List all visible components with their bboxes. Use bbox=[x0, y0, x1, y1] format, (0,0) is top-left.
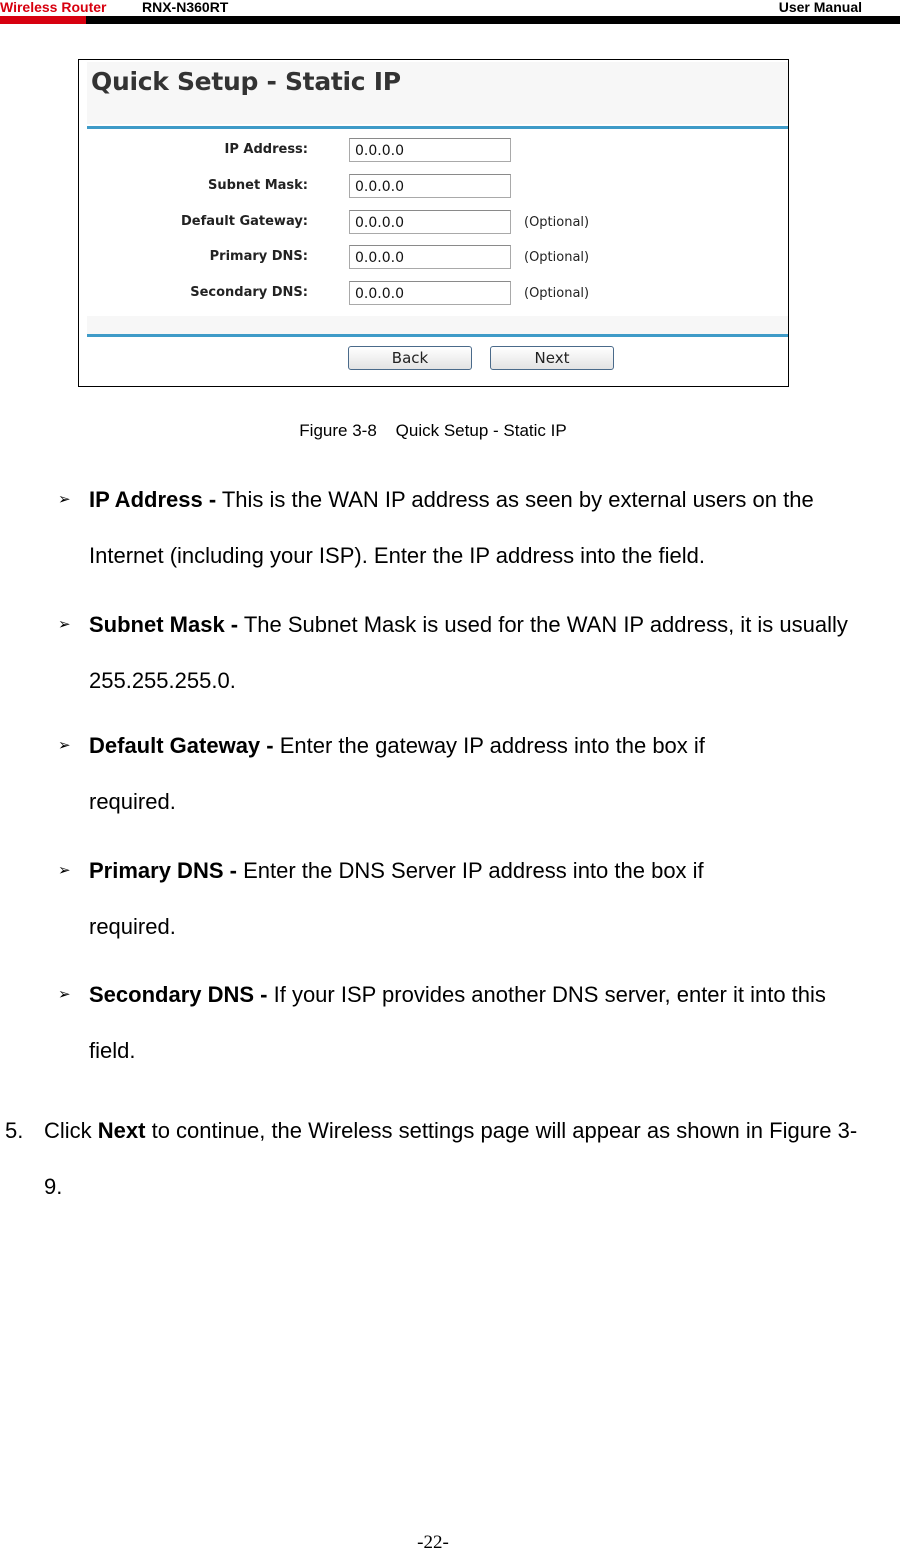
default-gateway-label: Default Gateway: bbox=[180, 214, 308, 229]
arrow-bullet-icon: ➢ bbox=[58, 615, 71, 633]
screenshot-top-rule bbox=[87, 126, 788, 129]
bullet-term: Primary DNS - bbox=[89, 858, 237, 883]
bullet-description: The Subnet Mask is used for the WAN IP address, it is usually 255.255.255.0. bbox=[89, 612, 848, 693]
ip-address-label: IP Address: bbox=[224, 142, 308, 157]
back-button[interactable]: Back bbox=[348, 346, 472, 370]
arrow-bullet-icon: ➢ bbox=[58, 861, 71, 879]
bullet-term: Secondary DNS - bbox=[89, 982, 268, 1007]
static-ip-screenshot bbox=[78, 59, 789, 387]
bullet-term: Default Gateway - bbox=[89, 733, 274, 758]
header-model: RNX-N360RT bbox=[142, 0, 229, 15]
bullet-text bbox=[89, 843, 789, 955]
header-bar bbox=[86, 16, 900, 24]
secondary-dns-input[interactable]: 0.0.0.0 bbox=[349, 281, 511, 305]
arrow-bullet-icon: ➢ bbox=[58, 736, 71, 754]
primary-dns-input[interactable]: 0.0.0.0 bbox=[349, 245, 511, 269]
bullet-description: This is the WAN IP address as seen by external users on the Internet (including your ISP). Enter the IP address into the field. bbox=[89, 487, 814, 568]
screenshot-bottom-rule bbox=[87, 334, 788, 337]
step-number: 5. bbox=[5, 1118, 24, 1143]
bullet-description: Enter the DNS Server IP address into the box if required. bbox=[89, 858, 704, 939]
secondary-dns-hint: (Optional) bbox=[524, 286, 590, 301]
ip-address-input[interactable]: 0.0.0.0 bbox=[349, 138, 511, 162]
arrow-bullet-icon: ➢ bbox=[58, 985, 71, 1003]
step-emphasis: Next bbox=[97, 1118, 146, 1143]
next-button[interactable]: Next bbox=[490, 346, 614, 370]
step-text bbox=[44, 1103, 874, 1215]
step-lead: Click bbox=[44, 1118, 98, 1143]
bullet-text bbox=[89, 967, 849, 1079]
header-bar-accent bbox=[0, 16, 86, 24]
page-number: -22- bbox=[417, 1532, 449, 1553]
default-gateway-input[interactable]: 0.0.0.0 bbox=[349, 210, 511, 234]
header-brand: Wireless Router bbox=[0, 0, 107, 15]
subnet-mask-input[interactable]: 0.0.0.0 bbox=[349, 174, 511, 198]
screenshot-bottom-band bbox=[87, 316, 788, 334]
subnet-mask-label: Subnet Mask: bbox=[207, 178, 308, 193]
running-header bbox=[0, 0, 900, 24]
step-description: to continue, the Wireless settings page will appear as shown in Figure 3-9. bbox=[44, 1118, 858, 1199]
bullet-text bbox=[89, 718, 789, 830]
screenshot-title: Quick Setup - Static IP bbox=[91, 67, 401, 96]
header-doc-type: User Manual bbox=[778, 0, 862, 15]
bullet-text bbox=[89, 472, 879, 584]
primary-dns-label: Primary DNS: bbox=[209, 249, 308, 264]
figure-caption: Figure 3-8 Quick Setup - Static IP bbox=[299, 421, 567, 440]
primary-dns-hint: (Optional) bbox=[524, 250, 590, 265]
default-gateway-hint: (Optional) bbox=[524, 215, 590, 230]
bullet-description: If your ISP provides another DNS server, enter it into this field. bbox=[89, 982, 826, 1063]
bullet-term: IP Address - bbox=[89, 487, 217, 512]
bullet-text bbox=[89, 597, 879, 709]
bullet-term: Subnet Mask - bbox=[89, 612, 239, 637]
bullet-description: Enter the gateway IP address into the box if required. bbox=[89, 733, 705, 814]
secondary-dns-label: Secondary DNS: bbox=[190, 285, 308, 300]
arrow-bullet-icon: ➢ bbox=[58, 490, 71, 508]
